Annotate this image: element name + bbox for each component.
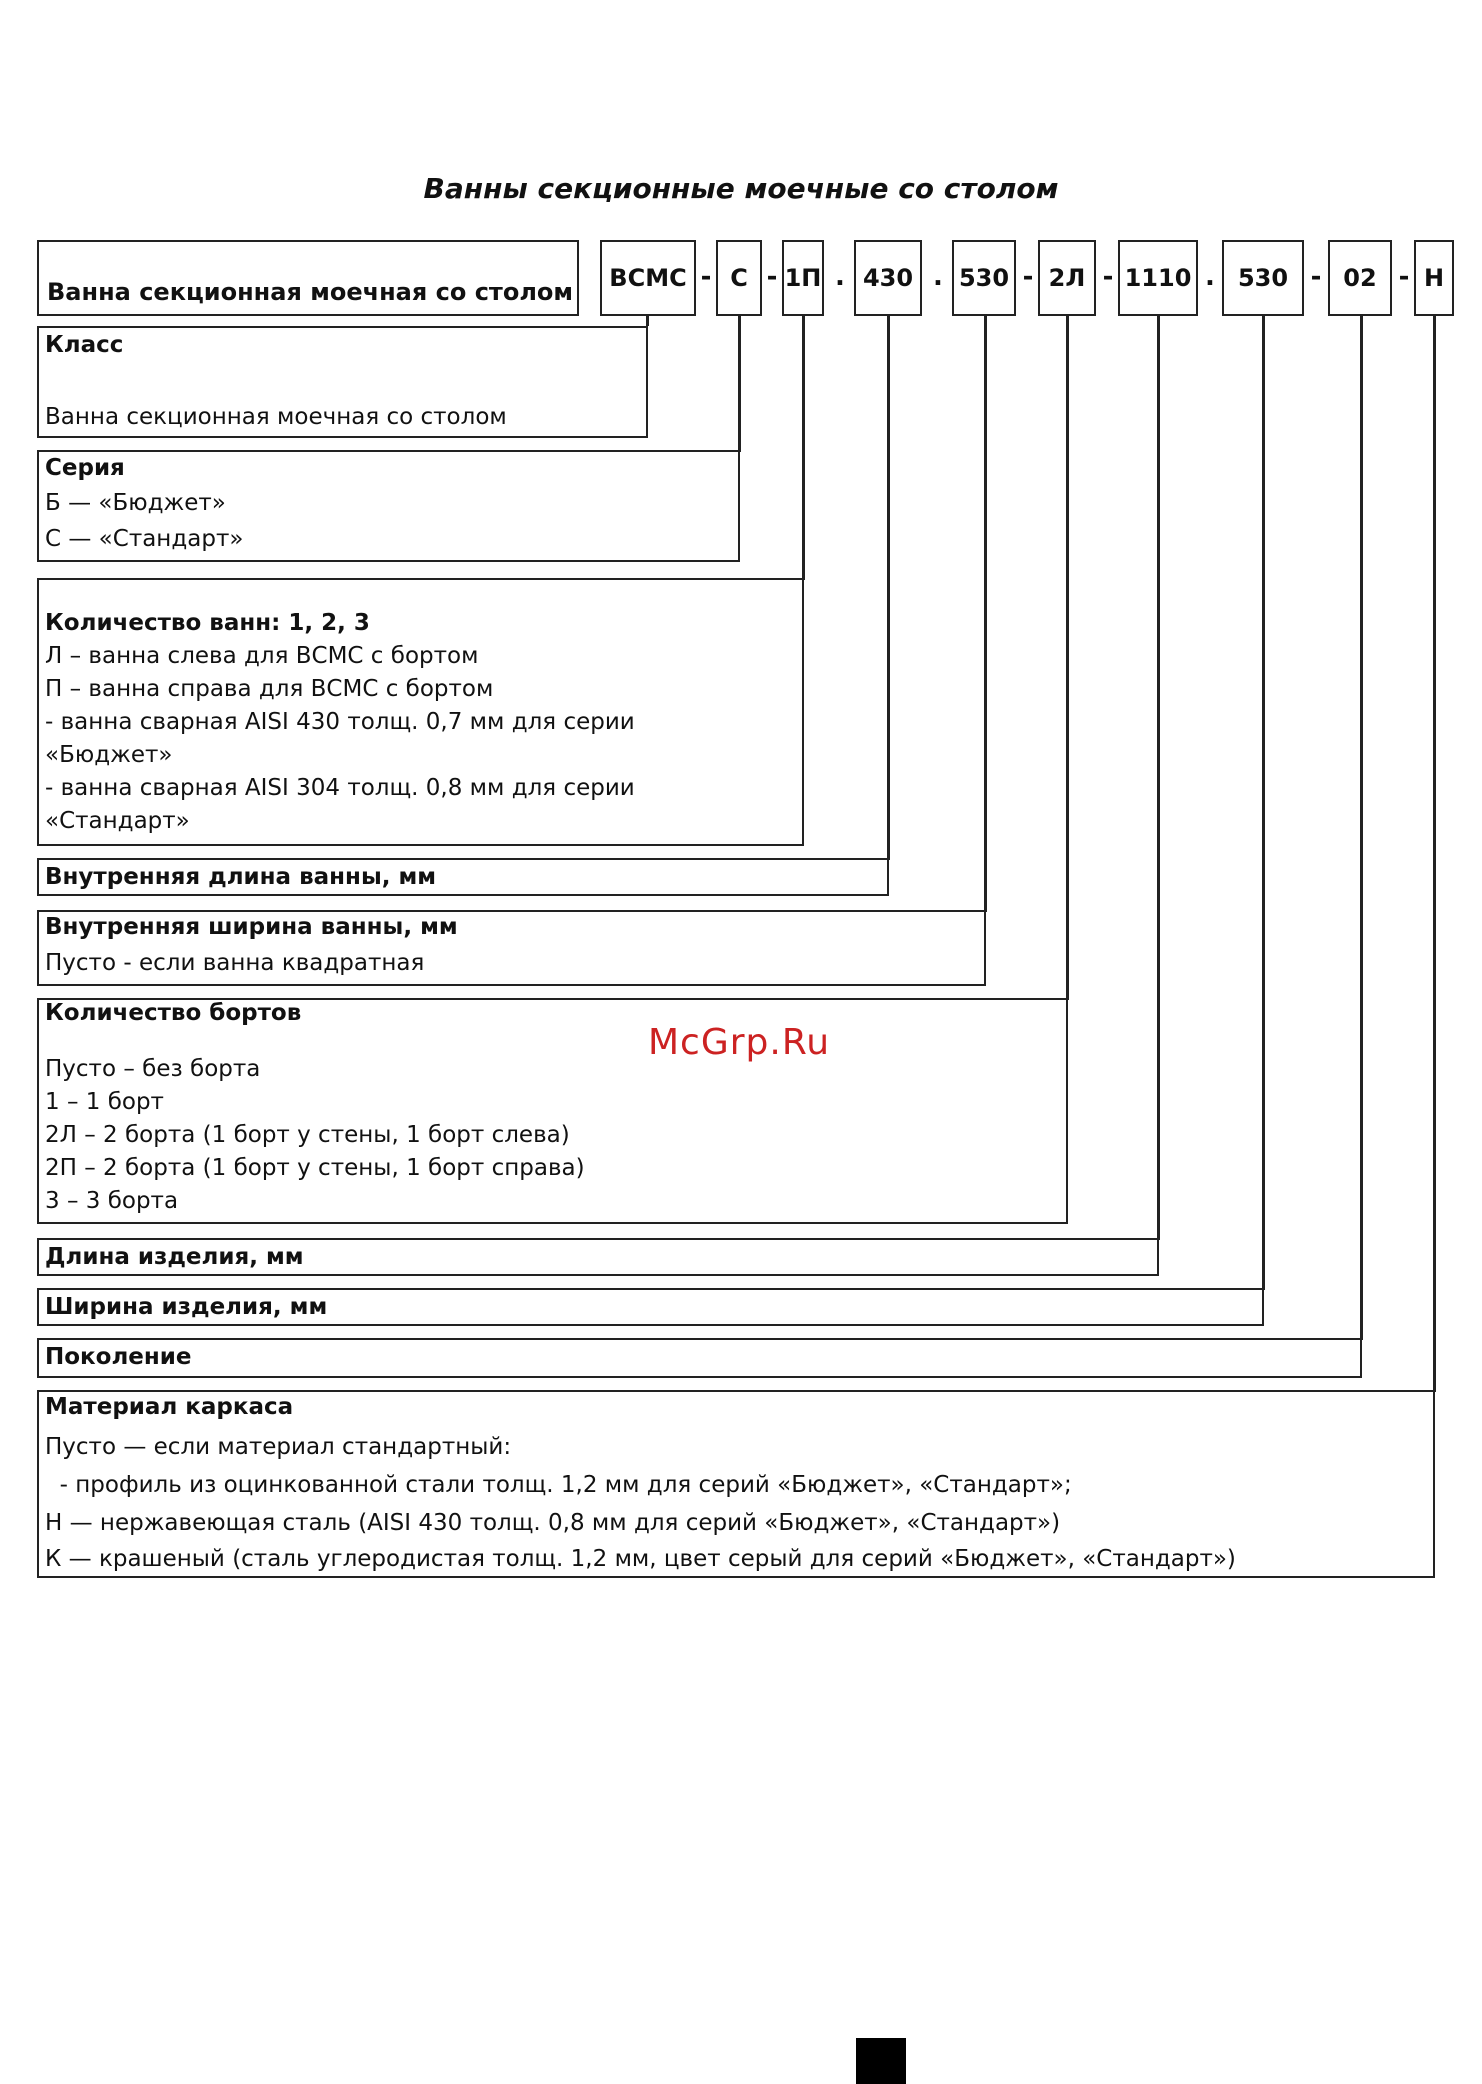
section-series-line: Б — «Бюджет» <box>45 490 226 516</box>
connector-line <box>984 316 987 912</box>
section-sides-line: 3 – 3 борта <box>45 1188 179 1214</box>
section-frame-material-line: К — крашеный (сталь углеродистая толщ. 1,2 мм, цвет серый для серий «Бюджет», «Стандарт») <box>45 1546 1236 1572</box>
section-generation <box>37 1338 1362 1378</box>
section-series-line: С — «Стандарт» <box>45 526 244 552</box>
code-vsms: ВСМС <box>600 240 696 316</box>
section-sides-line: 1 – 1 борт <box>45 1089 164 1115</box>
section-inner-length <box>37 858 889 896</box>
code-width: 530 <box>1222 240 1304 316</box>
section-bath-count-line: Л – ванна слева для ВСМС с бортом <box>45 643 479 669</box>
section-sides-line: Пусто – без борта <box>45 1056 261 1082</box>
separator: - <box>1102 262 1114 292</box>
separator: - <box>1398 262 1410 292</box>
section-series <box>37 450 740 562</box>
section-class-line: Ванна секционная моечная со столом <box>45 404 507 430</box>
code-inner-width: 530 <box>952 240 1016 316</box>
section-class <box>37 326 648 438</box>
connector-line <box>646 316 649 326</box>
code-generation: 02 <box>1328 240 1392 316</box>
section-series-title: Серия <box>45 455 125 481</box>
section-bath-count-line: - ванна сварная AISI 304 толщ. 0,8 мм для серии <box>45 775 635 801</box>
section-frame-material-title: Материал каркаса <box>45 1394 294 1420</box>
section-product-length-title: Длина изделия, мм <box>45 1244 304 1270</box>
section-frame-material <box>37 1390 1435 1578</box>
separator: - <box>1310 262 1322 292</box>
watermark: McGrp.Ru <box>648 1022 831 1063</box>
section-inner-width <box>37 910 986 986</box>
section-bath-count-line: П – ванна справа для ВСМС с бортом <box>45 676 494 702</box>
section-sides <box>37 998 1068 1224</box>
section-sides-line: 2П – 2 борта (1 борт у стены, 1 борт справа) <box>45 1155 585 1181</box>
header-label: Ванна секционная моечная со столом <box>47 278 573 306</box>
code-material: Н <box>1414 240 1454 316</box>
separator: - <box>766 262 778 292</box>
section-inner-width-title: Внутренняя ширина ванны, мм <box>45 914 458 940</box>
code-length: 1110 <box>1118 240 1198 316</box>
connector-line <box>738 316 741 452</box>
section-class-title: Класс <box>45 332 124 358</box>
separator: - <box>1022 262 1034 292</box>
separator: . <box>933 262 943 292</box>
section-product-width <box>37 1288 1264 1326</box>
section-inner-length-title: Внутренняя длина ванны, мм <box>45 864 437 890</box>
code-baths: 1П <box>782 240 824 316</box>
section-product-width-title: Ширина изделия, мм <box>45 1294 328 1320</box>
header-label-box <box>37 240 579 316</box>
code-sides: 2Л <box>1038 240 1096 316</box>
connector-line <box>1066 316 1069 1000</box>
section-bath-count <box>37 578 804 846</box>
page-marker <box>856 2038 906 2084</box>
section-sides-line: 2Л – 2 борта (1 борт у стены, 1 борт слева) <box>45 1122 570 1148</box>
separator: . <box>835 262 845 292</box>
section-frame-material-line: Пусто — если материал стандартный: <box>45 1434 512 1460</box>
section-frame-material-line: Н — нержавеющая сталь (AISI 430 толщ. 0,8 мм для серий «Бюджет», «Стандарт») <box>45 1510 1061 1536</box>
section-bath-count-line: - ванна сварная AISI 430 толщ. 0,7 мм для серии <box>45 709 635 735</box>
section-frame-material-line: - профиль из оцинкованной стали толщ. 1,2 мм для серий «Бюджет», «Стандарт»; <box>45 1472 1072 1498</box>
connector-line <box>887 316 890 860</box>
connector-line <box>1433 316 1436 1392</box>
section-bath-count-title: Количество ванн: 1, 2, 3 <box>45 610 370 636</box>
section-bath-count-line: «Стандарт» <box>45 808 190 834</box>
code-series: С <box>716 240 762 316</box>
section-bath-count-line: «Бюджет» <box>45 742 173 768</box>
connector-line <box>1360 316 1363 1340</box>
separator: . <box>1205 262 1215 292</box>
section-product-length <box>37 1238 1159 1276</box>
section-sides-title: Количество бортов <box>45 1000 302 1026</box>
connector-line <box>1157 316 1160 1240</box>
connector-line <box>802 316 805 580</box>
section-inner-width-line: Пусто - если ванна квадратная <box>45 950 425 976</box>
code-inner-length: 430 <box>854 240 922 316</box>
separator: - <box>700 262 712 292</box>
section-generation-title: Поколение <box>45 1344 192 1370</box>
page-title: Ванны секционные моечные со столом <box>423 172 1059 205</box>
connector-line <box>1262 316 1265 1290</box>
